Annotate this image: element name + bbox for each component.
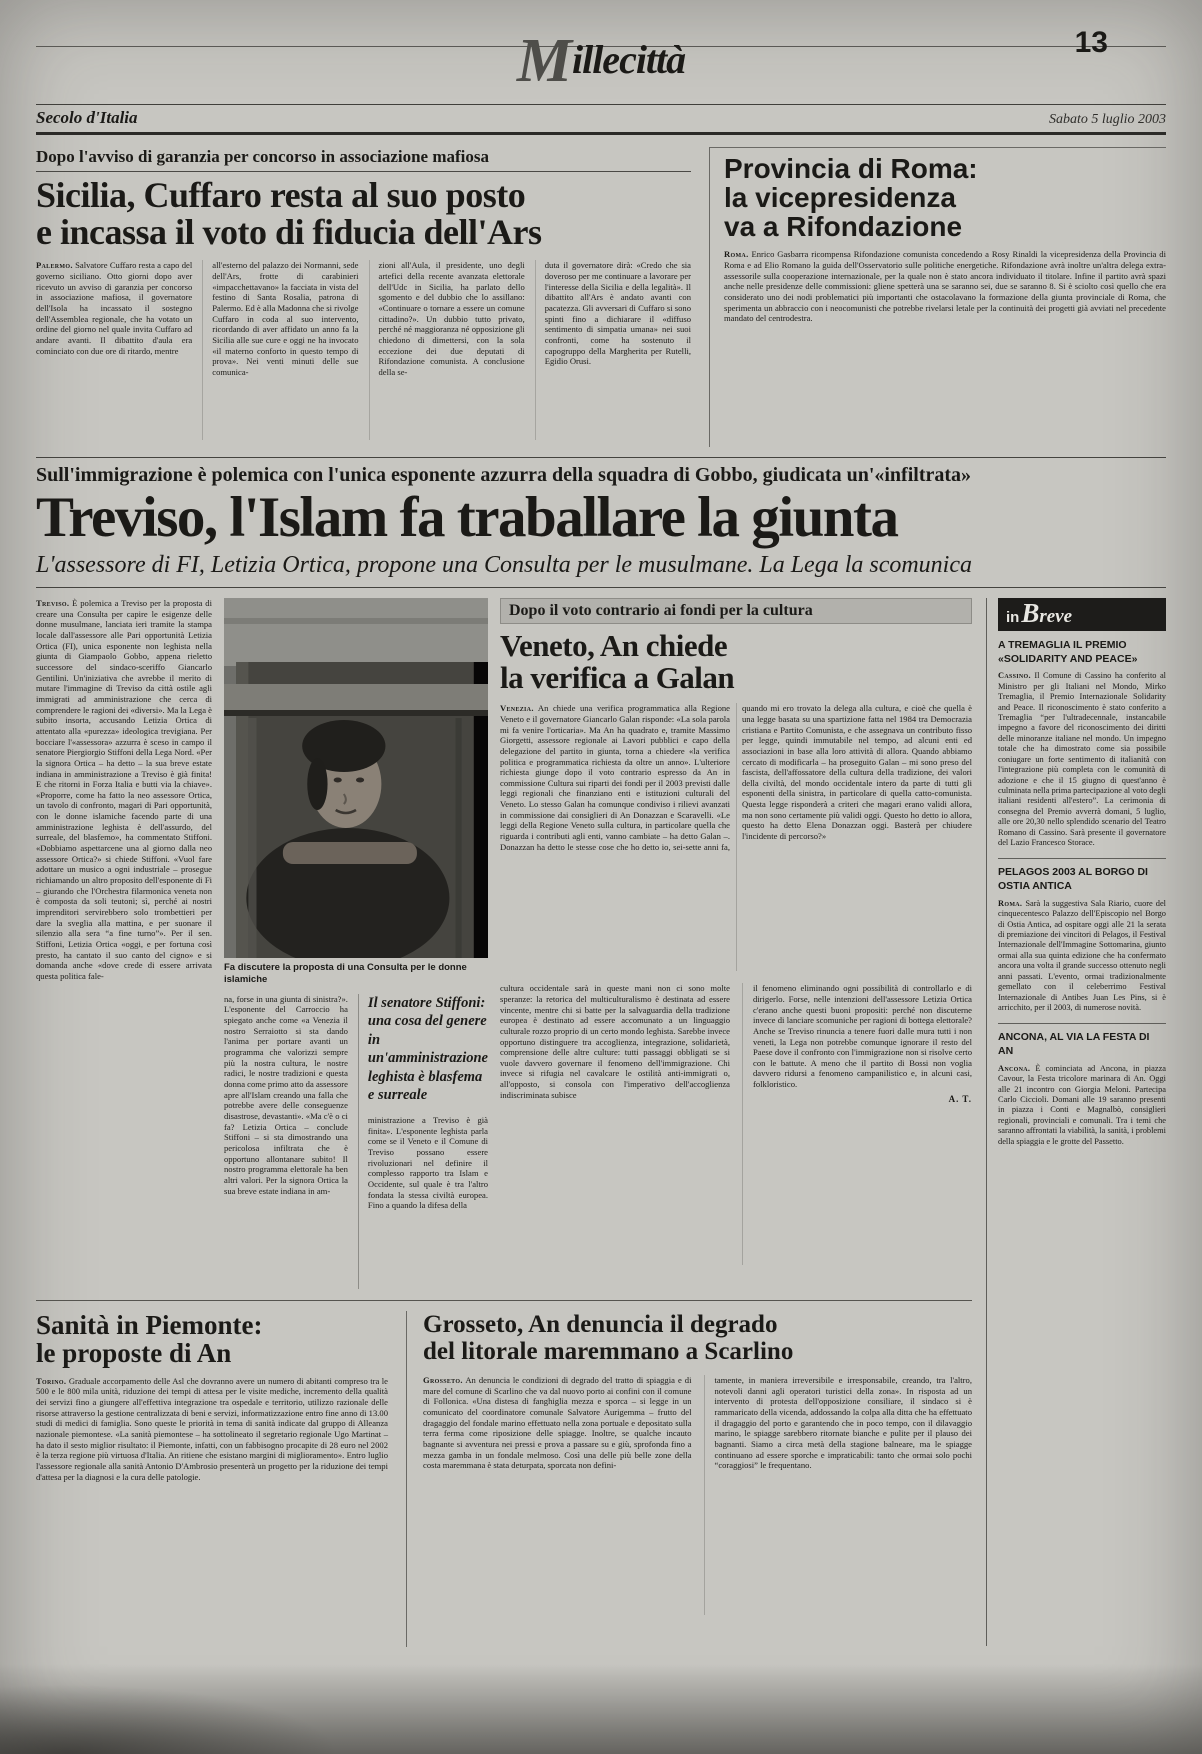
- photo-woman-train-window: [224, 598, 488, 958]
- article-provincia-roma: [709, 147, 1166, 447]
- masthead-initial: M: [516, 27, 571, 95]
- bottom-row: [36, 1300, 972, 1647]
- lower-area: [36, 598, 1166, 1647]
- sicilia-col-2: all'esterno del palazzo dei Normanni, sede dell'Ars, frotte di carabinieri «impacchettavano» la facciata in vista del festino di Santa Rosalia, patrona di Palermo. Ed è alla Madonna che si rivolge Cuffaro in coda al suo intervento, ricordando di aver affidato un anno fa la Sicilia alle sue cure e oggi ne ha invocato «il materno conforto in questo tempo di prova». Nei venti minuti delle sue comunica-: [202, 260, 358, 440]
- treviso-narrow-columns: [224, 994, 488, 1289]
- issue-date: Sabato 5 luglio 2003: [1048, 112, 1166, 127]
- sanita-headline: Sanità in Piemonte: le proposte di An: [36, 1310, 263, 1369]
- veneto-dateline: Venezia.: [500, 703, 534, 714]
- grosseto-col-2: tamente, in maniera irreversibile e irresponsabile, creando, tra l'altro, notevoli danni agli operatori turistici della zona». In risposta ad un intervento di protesta dell'opposizione consiliare, il sindaco si è rammaricato della vicenda, addossando la colpa alla ditta che ha effettuato il dragaggio del porto e garantendo che in poco tempo, con il dilavaggio marino, le spiagge sarebbero ritornate bianche e pulite per il plauso dei bagnanti. Siamo a circa metà della stagione balneare, ma le spiagge continuano ad essere sporche e impraticabili: tanto che ormai solo pochi “coraggiosi” le frequentano.: [704, 1375, 973, 1615]
- sicilia-headline: [36, 177, 691, 250]
- sanita-body: Torino. Graduale accorpamento delle Asl che dovranno avere un numero di abitanti compreso tra le 500 e le 800 mila unità, riduzione dei tempi di attesa per le visite mediche, incremento della qualità dei servizi fino a giungere all'effettiva integrazione tra ospedale e territorio, utilizzo razionale delle risorse attraverso la gestione centralizzata di beni e servizi, informatizzazione entro fine anno di 13.00 studi di medici di famiglia. Sono queste le priorità in tema di sanità indicate dal gruppo di Alleanza nazionale piemontese. «La sanità piemontese – ha sottolineato il segretario regionale Ugo Martinat – ha dato il sesto miglior risultato: il Piemonte, infatti, con un fabbisogno procapite di 28 euro nel 2002 è la terza regione più virtuosa d'Italia. An ritiene che esistano margini di miglioramento». Entro luglio l'assessore regionale alla sanità Antonio D'Ambrosio presenterà un progetto per la riduzione dei tempi d'attesa per la diagnosi e la cura delle patologie.: [36, 1375, 388, 1482]
- photo-caption: Fa discutere la proposta di una Consulta per le donne islamiche: [224, 962, 467, 985]
- newspaper-name: Secolo d'Italia: [36, 108, 138, 127]
- top-row: [36, 147, 1166, 447]
- grosseto-body: [423, 1375, 972, 1615]
- treviso-photo-column: [224, 598, 488, 1290]
- in-breve-item-title: A TREMAGLIA IL PREMIO «SOLIDARITY AND PEACE»: [998, 639, 1138, 665]
- byline: A. T.: [948, 1093, 972, 1104]
- provincia-dateline: Roma.: [724, 249, 749, 260]
- article-veneto: [500, 598, 972, 971]
- treviso-column-3: ministrazione a Treviso è già finita». L'esponente leghista parla come se il Veneto e il Comune di Treviso possano essere rivoluzionari nel definire il complesso rapporto tra Islam e Occidente, sul quale è tra l'altro fondata la stessa civiltà europea. Fino a quando la difesa della: [367, 1115, 488, 1211]
- grosseto-dateline: Grosseto.: [423, 1375, 463, 1385]
- grosseto-headline: Grosseto, An denuncia il degrado del litorale maremmano a Scarlino: [423, 1311, 794, 1365]
- sicilia-dateline: Palermo.: [36, 260, 73, 271]
- sicilia-headline-line1: Sicilia, Cuffaro resta al suo posto: [36, 175, 526, 215]
- treviso-banner: [36, 457, 1166, 588]
- in-breve-title: inBreve: [998, 598, 1166, 631]
- sicilia-col-4: duta il governatore dirà: «Credo che sia doveroso per me continuare a lavorare per l'interesse della Sicilia e della legalità». Il dibattito all'Ars è andato avanti con pacatezza. Gli avversari di Cuffaro si sono spinti fino a dichiarare il «diffuso sentimento di simpatia umana» nei suoi confronti, come ha sostenuto il capogruppo della Margherita per Rutelli, Egidio Orusi.: [535, 260, 691, 440]
- article-sanita-piemonte: [36, 1311, 388, 1647]
- treviso-column-2: na, forse in una giunta di sinistra?». L'esponente del Carroccio ha spiegato anche come «a Venezia il nostro Serraiotto si sta dando l'anima per portare avanti un programma che valorizzi sempre più la nostra cultura, le nostre radici, le nostre tradizioni e questa donna come primo atto da assessore apre all'Islam creando una falla che potrebbe avere delle conseguenze disastrose, devastanti». «Ma c'è o ci fa? Letizia Ortica – conclude Stiffoni – si sta dimostrando una pericolosa infiltrata che è opportuno allontanare subito! Il nostro programma elettorale ha ben altri valori. Per la signora Ortica la sua breve estate indiana in am-: [224, 993, 348, 1196]
- treviso-continuation: [500, 983, 972, 1265]
- treviso-kicker: Sull'immigrazione è polemica con l'unica esponente azzurra della squadra di Gobbo, giudicata un'«infiltrata»: [36, 464, 972, 486]
- sanita-dateline: Torino.: [36, 1375, 67, 1386]
- folio-row: [36, 104, 1166, 135]
- veneto-body: Venezia. An chiede una verifica programmatica alla Regione Veneto e il governatore Giancarlo Galan risponde: «La sola parola mi fa venire l'orticaria». Ma An ha quadrato e, tramite Massimo Giorgetti, assessore regionale ai Lavori pubblici e capo della delegazione del partito in giunta, torna a chiedere «la verifica politica e programmatica richiesta da oltre un anno». L'ulteriore richiesta giunge dopo il voto contrario espresso da An in commissione Cultura sui riparti dei fondi per il 2003 previsti dalle leggi regionali che finanziano enti e istituzioni culturali del Veneto. Lo stesso Galan ha comunque condiviso i rilievi avanzati in commissione dai consiglieri di An Donazzan e Scaravelli. «Le leggi della Regione Veneto sulla cultura, in particolare quella che riguarda i contributi agli enti, vanno cambiate – ha detto Galan –. Donazzan ha detto le stesse cose che ho detto io, sei-sette anni fa, quando mi ero trovato la delega alla cultura, e cioè che quella è una legge basata su una spartizione fatta nel 1984 tra Democrazia cristiana e Partito Comunista, e che assegnava un contributo fisso per legge, quindi immutabile nel tempo, ad alcuni enti ed associazioni in base alla loro attività di allora. Quando abbiamo cercato di modificarla – ha proseguito Galan – mi sono preso del fascista, dell'affossatore della cultura della tradizione, dei valori della civiltà, del mondo occidentale intero da parte di tutti gli esponenti della sinistra, in particolare di quella catto-comunista. Questa legge risponderà a criteri che magari erano validi allora, ma non sono certamente più validi oggi. Questo ho detto io allora, questo ha detto Elena Donazzan oggi. Basterà per chiudere l'incidente di percorso?»: [500, 703, 972, 852]
- in-breve-item-title: ANCONA, AL VIA LA FESTA DI AN: [998, 1031, 1150, 1058]
- in-breve-item-pelagos: PELAGOS 2003 AL BORGO DI OSTIA ANTICA Roma. Sarà la suggestiva Sala Riario, cuore del cinquecentesco Palazzo dell'Episcopio nel Borgo di Ostia Antica, ad ospitare oggi alle 21 la serata di premiazione dei vincitori di Pelagos, il Festival Internazionale dell'Immagine Sottomarina, giunto ormai alla sua quinta edizione che ha confermato ancora una volta il grande successo ottenuto negli anni passati. L'evento, ormai tradizionalmente gemellato con il celeberrimo Festival Internazionale di Antibes Juan Les Pins, si è arricchito, per il 2003, di numerose novità.: [998, 858, 1166, 1013]
- in-breve-item-title: PELAGOS 2003 AL BORGO DI OSTIA ANTICA: [998, 866, 1148, 893]
- lower-main: [36, 598, 972, 1647]
- page-number: 13: [1074, 26, 1108, 59]
- scan-shadow-bottom: [0, 1664, 1202, 1754]
- treviso-subhead: L'assessore di FI, Letizia Ortica, propone una Consulta per le musulmane. La Lega la scomunica: [36, 552, 972, 578]
- masthead: [36, 27, 1166, 95]
- provincia-headline: Provincia di Roma: la vicepresidenza va a Rifondazione: [724, 153, 978, 243]
- sicilia-headline-line2: e incassa il voto di fiducia dell'Ars: [36, 211, 542, 252]
- veneto-headline: Veneto, An chiede la verifica a Galan: [500, 628, 735, 695]
- treviso-column-1: Treviso. È polemica a Treviso per la proposta di creare una Consulta per capire le esigenze delle donne musulmane, lanciata ieri tramite la stampa locale dall'assessore alle Pari opportunità Letizia Ortica (FI), unica esponente non leghista nella giunta di Giampaolo Gobbo, appena rieletto successore del sindaco-sceriffo Giancarlo Gentilini. Un'iniziativa che avrebbe il merito di mutare l'immagine di Treviso da città ostile agli immigrati ad amministrazione che cerca di comprendere le ragioni dei «diversi». Ma la Lega è subito insorta, accusando Letizia Ortica di attentato alla «purezza» ideologica trevigiana. Per bocciare l'«assessora» azzurra è sceso in campo il senatore Piergiorgio Stiffoni della Lega Nord. «Per la signora Ortica – ha detto – la sua breve estate indiana in amministrazione a Treviso è già finita! E che ritorni in Forza Italia e butti via la chiave». «Proporre, come ha fatto la neo assessore Ortica, un tavolo di confronto, magari di Pari opportunità, con le donne islamiche facendo parte di una amministrazione leghista è dell'assurdo, del surreale, del blasfemo», ha commentato Stiffoni. «Dobbiamo aspettarcene una al giorno dalla neo assessore Ortica?» si chiede Stiffoni. «Vuol fare adottare un musico a ogni industriale – prosegue richiamando un altro proposito dell'esponente di Fi – giurando che l'Orchestra filarmonica veneta non è composta da soli teutoni; sì, perché ai nostri imprenditori servirebbero solo trombettieri per dare la sveglia alla mattina, e per suonare il silenzio alla sera “a fine turno”». Per il sen. Stiffoni, Letizia Ortica «oggi, e per fortuna così presto, ha cantato il suo canto del cigno» e si domanda anche «dove crede di essere arrivata questa politica fale-: [36, 598, 212, 981]
- treviso-story: [36, 598, 972, 1290]
- treviso-column-4: cultura occidentale sarà in queste mani non ci sono molte speranze: la retorica del multiculturalismo è destinata ad essere vincente, mentre chi si batte per la salvaguardia della tradizione europea è destinato ad essere accomunato a un linguaggio culturale rozzo proprio di un certo mondo leghista. Sarebbe invece opportuno distinguere tra accoglienza, integrazione, solidarietà, comprensione delle altre culture: tutti passaggi obbligati se si vuole davvero governare il fenomeno dell'immigrazione. Chi invece si rifugia nel cavalcare le ostilità anti-immigrati o, all'opposto, si consola con l'imperativo dell'accoglienza indiscriminata subisce: [500, 983, 730, 1100]
- in-breve-item-ancona: ANCONA, AL VIA LA FESTA DI AN Ancona. È cominciata ad Ancona, in piazza Cavour, la Festa tricolore marinara di An. Oggi alle 21 incontro con Giorgia Meloni. Partecipa Carlo Ciccioli. Domani alle 19 saranno presenti in piazza i Conti e Magnalbò, consiglieri regionali, provinciali e comunali. Tra i temi che saranno affrontati la viabilità, la sanità, i problemi della spiaggia e le grotte del Passetto.: [998, 1023, 1166, 1147]
- treviso-headline: Treviso, l'Islam fa traballare la giunta: [36, 486, 898, 549]
- scan-shadow-corner: [0, 1684, 340, 1754]
- article-grosseto: [406, 1311, 972, 1647]
- article-sicilia: [36, 147, 691, 447]
- masthead-title: illecittà: [571, 37, 686, 82]
- pullquote-column: [358, 994, 488, 1289]
- sicilia-kicker: Dopo l'avviso di garanzia per concorso in associazione mafiosa: [36, 147, 691, 172]
- treviso-column-5: il fenomeno eliminando ogni possibilità di controllarlo e di dirigerlo. Forse, nelle intenzioni dell'assessore Letizia Ortica c'erano anche questi buoni propositi: perché non discuterne invece di lanciare scomuniche per ragioni di bottega elettorale? Anche se Treviso rinuncia a tenere fuori dalle mura tutti i non veneti, la Lega non potrebbe comunque ignorare il resto del Paese dove il confronto con l'immigrazione non si risolve certo con le battute. A meno che il partito di Bossi non voglia davvero ridursi a fenomeno campanilistico e, in alcuni casi, folkloristico. A. T.: [742, 983, 972, 1265]
- pullquote: Il senatore Stiffoni: una cosa del genere in un'amministrazione leghista è blasfema e surreale: [367, 994, 488, 1104]
- sicilia-body: [36, 260, 691, 440]
- veneto-column: [500, 598, 972, 1290]
- grosseto-col-1: Grosseto. An denuncia le condizioni di degrado del tratto di spiaggia e di mare del comune di Scarlino che va dal nuovo porto ai confini con il comune di Follonica. «Una distesa di fanghiglia mezza e sporca – si legge in un comunicato del coordinatore comunale Salvatore Aurigemma – frutto del dragaggio del fondale marino effettuato nella zona portuale e depositato sulla terra ferma come riposizione delle spiagge. Inoltre, se qualche incauto bagnante si avventura nei pressi e prova a passare su e giù, sprofonda fino a mezza gamba in un fondale melmoso. Così una delle più belle zone della costa maremmana è stata deturpata, sporcata non defini-: [423, 1375, 692, 1471]
- sicilia-col-3: zioni all'Aula, il presidente, uno degli artefici della recente avanzata elettorale dell'Udc in Sicilia, ha parlato dello sgomento e del dubbio che lo assillano: «Continuare o tornare a essere un comune cittadino?». Un dubbio tutto privato, perché né maggioranza né opposizione gli chiedono di dimettersi, con la sola eccezione dei due deputati di Rifondazione comunista. A conclusione della se-: [369, 260, 525, 440]
- veneto-kicker: Dopo il voto contrario ai fondi per la cultura: [500, 598, 972, 624]
- sicilia-col-1: Palermo. Salvatore Cuffaro resta a capo del governo siciliano. Otto giorni dopo aver ricevuto un avviso di garanzia per concorso in associazione mafiosa, il governatore dell'Isola ha incassato il sostegno dell'Assemblea regionale, che ha votato un ordine del giorno nel quale invita Cuffaro ad andare avanti. Il dibattito d'aula era cominciato con due ore di ritardo, mentre: [36, 260, 193, 356]
- sidebar-in-breve: [986, 598, 1166, 1646]
- in-breve-item-tremaglia: A TREMAGLIA IL PREMIO «SOLIDARITY AND PEACE» Cassino. Il Comune di Cassino ha conferito al Ministro per gli Italiani nel Mondo, Mirko Tremaglia, il Premio Internazionale Solidarity and Peace. Il riconoscimento è stato conferito a Tremaglia “per l'ultradecennale, instancabile impegno a favore del riconoscimento dei diritti delle minoranze italiane nel mondo. Un impegno totale che ha dimostrato come sia possibile coniugare un forte sentimento di italianità con l'integrazione più completa con le comunità di adozione e che il 15 giugno di quest'anno è culminata nella prima partecipazione al voto degli italiani residenti all'estero”. La cerimonia di consegna del Premio avverrà domani, 5 luglio, alle ore 20,30 nello splendido scenario del Teatro Romano di Cassino. Sarà presente il governatore del Lazio Francesco Storace.: [998, 639, 1166, 848]
- page-header: [36, 0, 1166, 104]
- treviso-dateline: Treviso.: [36, 598, 70, 608]
- provincia-body: Roma. Enrico Gasbarra ricompensa Rifondazione comunista concedendo a Rosy Rinaldi la vicepresidenza della Provincia di Roma e ad Elio Romano la guida dell'Osservatorio sulle politiche energetiche. Rifondazione avrà inoltre un'altra delega extra-assessorile sulla cooperazione internazionale, per la quale non è stato ancora individuato il titolare. Infine il partito avrà spazi anche nelle presidenze delle commissioni: gliene spetterà una se saranno sei, due se saranno 8. Si è sciolto così quello che era considerato uno dei nodi problematici più importanti che ostacolavano la formazione della giunta provinciale di Roma, che sperimenta un abbraccio con i neocomunisti che potrebbe rivelarsi letale per la continuità dei progetti già avviati nel precedente mandato del centrodestra.: [724, 249, 1166, 324]
- photo-figure: [224, 598, 488, 986]
